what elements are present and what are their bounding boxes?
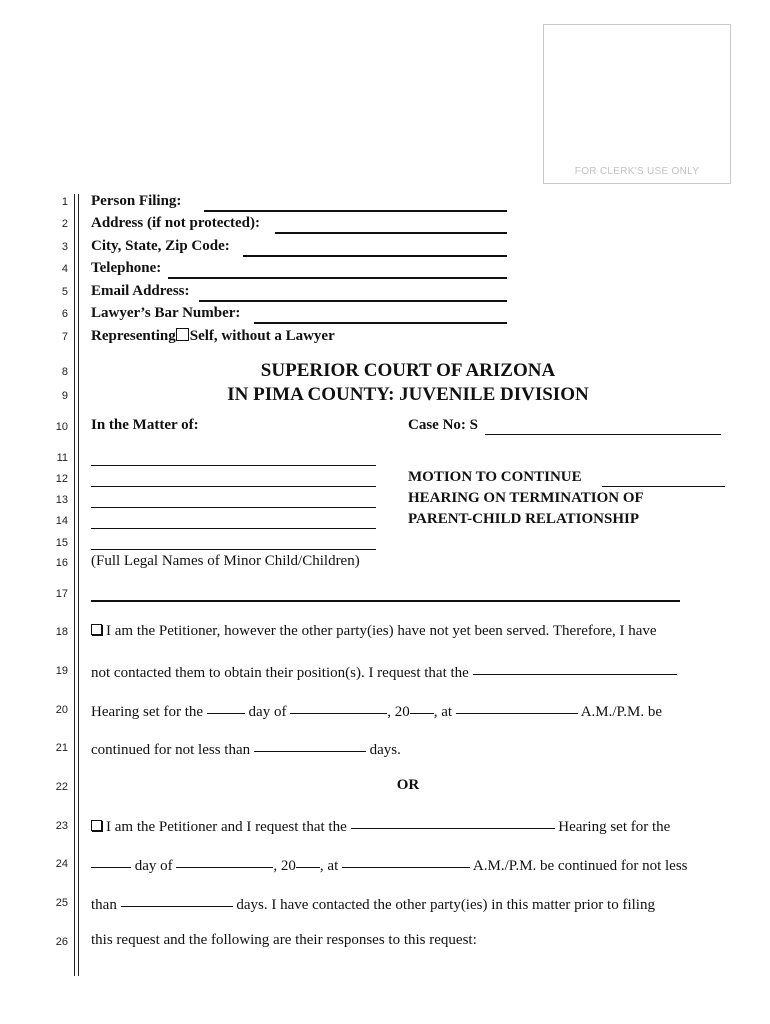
self-checkbox[interactable] (176, 328, 189, 341)
court-division: IN PIMA COUNTY: JUVENILE DIVISION (227, 384, 589, 405)
margin-rule-inner (78, 194, 79, 976)
bar-number-field[interactable] (254, 322, 507, 324)
option2-line25 (91, 894, 655, 914)
hearing-name-field[interactable] (351, 814, 555, 829)
line-number: 16 (55, 557, 68, 569)
line-number: 7 (61, 331, 68, 343)
line-number: 24 (55, 858, 68, 870)
city-state-zip-field[interactable] (243, 255, 507, 257)
child-name-field[interactable] (91, 465, 376, 466)
option1-text: not contacted them to obtain their position(s). I request that the (91, 665, 469, 681)
line-number: 11 (56, 452, 68, 464)
day-of-label: day of (134, 858, 173, 874)
line-number: 25 (55, 897, 68, 909)
case-number-label: Case No: S (408, 417, 478, 433)
or-separator: OR (396, 777, 420, 793)
line-number: 3 (61, 241, 68, 253)
line-number: 23 (55, 820, 68, 832)
court-title: SUPERIOR COURT OF ARIZONA (260, 360, 556, 381)
line-number: 17 (55, 588, 68, 600)
representing-row (91, 328, 335, 345)
month-field[interactable] (290, 699, 387, 714)
year-field[interactable] (410, 699, 434, 714)
days-label: days. (369, 742, 401, 758)
child-name-field[interactable] (91, 549, 376, 550)
option1-line18 (91, 623, 657, 640)
line-number: 19 (55, 665, 68, 677)
days-field[interactable] (121, 892, 233, 907)
contacted-text: days. I have contacted the other party(ies) in this matter prior to filing (236, 897, 655, 913)
person-filing-field[interactable] (204, 210, 507, 212)
at-label: , at (433, 704, 453, 720)
line-number: 20 (55, 704, 68, 716)
clerk-use-box (543, 24, 731, 184)
line-number: 4 (61, 263, 68, 275)
day-of-label: day of (248, 704, 287, 720)
hearing-type-field[interactable] (602, 486, 725, 487)
caption-separator (91, 600, 680, 602)
option2-line23 (91, 816, 670, 836)
year-prefix-label: , 20 (387, 704, 410, 720)
hearing-set-label: Hearing set for the (91, 704, 204, 720)
address-label: Address (if not protected): (91, 215, 261, 231)
line-number: 14 (55, 515, 68, 527)
line-number: 13 (55, 494, 68, 506)
case-number-field[interactable] (485, 434, 721, 435)
child-name-field[interactable] (91, 486, 376, 487)
child-names-note: (Full Legal Names of Minor Child/Children) (91, 553, 360, 569)
line-number: 9 (61, 390, 68, 402)
line-number: 8 (61, 366, 68, 378)
option1-line21 (91, 739, 401, 759)
option2-line24 (91, 855, 688, 875)
option1-line20 (91, 701, 662, 721)
year-field[interactable] (296, 853, 320, 868)
option2-text: I am the Petitioner and I request that the (106, 819, 347, 835)
at-label: , at (319, 858, 339, 874)
month-field[interactable] (176, 853, 273, 868)
margin-rule (74, 194, 75, 976)
day-field[interactable] (91, 853, 131, 868)
line-number: 22 (55, 781, 68, 793)
option1-checkbox[interactable] (91, 624, 102, 635)
option1-line19 (91, 662, 677, 682)
line-number: 21 (55, 742, 68, 754)
matter-label: In the Matter of: (91, 417, 199, 433)
day-field[interactable] (207, 699, 245, 714)
line-number: 18 (55, 626, 68, 638)
line-number: 2 (61, 218, 68, 230)
line-number: 5 (61, 286, 68, 298)
email-label: Email Address: (91, 283, 190, 299)
year-prefix-label: , 20 (273, 858, 296, 874)
bar-number-label: Lawyer’s Bar Number: (91, 305, 241, 321)
telephone-field[interactable] (168, 277, 507, 279)
email-field[interactable] (199, 300, 507, 302)
child-name-field[interactable] (91, 507, 376, 508)
representing-label: Representing (91, 328, 176, 344)
days-field[interactable] (254, 737, 366, 752)
address-field[interactable] (275, 232, 507, 234)
option1-text: I am the Petitioner, however the other party(ies) have not yet been served. Therefore, I have (106, 623, 657, 639)
city-state-zip-label: City, State, Zip Code: (91, 238, 230, 254)
child-name-field[interactable] (91, 528, 376, 529)
telephone-label: Telephone: (91, 260, 162, 276)
time-field[interactable] (342, 853, 470, 868)
motion-title-line1: MOTION TO CONTINUE (408, 469, 582, 485)
line-number: 15 (55, 537, 68, 549)
person-filing-label: Person Filing: (91, 193, 182, 209)
line-number: 1 (61, 196, 68, 208)
clerk-use-label: FOR CLERK'S USE ONLY (574, 166, 700, 177)
line-number: 26 (55, 936, 68, 948)
hearing-name-field[interactable] (473, 660, 677, 675)
motion-title-line2: HEARING ON TERMINATION OF (408, 490, 644, 506)
option2-checkbox[interactable] (91, 820, 102, 831)
than-label: than (91, 897, 117, 913)
line-number: 10 (55, 421, 68, 433)
line-number: 12 (55, 473, 68, 485)
option2-line26: this request and the following are their responses to this request: (91, 932, 477, 948)
motion-title-line3: PARENT-CHILD RELATIONSHIP (408, 511, 640, 527)
ampm-label: A.M./P.M. be continued for not less (472, 858, 688, 874)
continued-label: continued for not less than (91, 742, 251, 758)
line-number: 6 (61, 308, 68, 320)
time-field[interactable] (456, 699, 578, 714)
ampm-label: A.M./P.M. be (580, 704, 662, 720)
self-option-label: Self, without a Lawyer (189, 328, 335, 344)
hearing-set-label: Hearing set for the (558, 819, 671, 835)
